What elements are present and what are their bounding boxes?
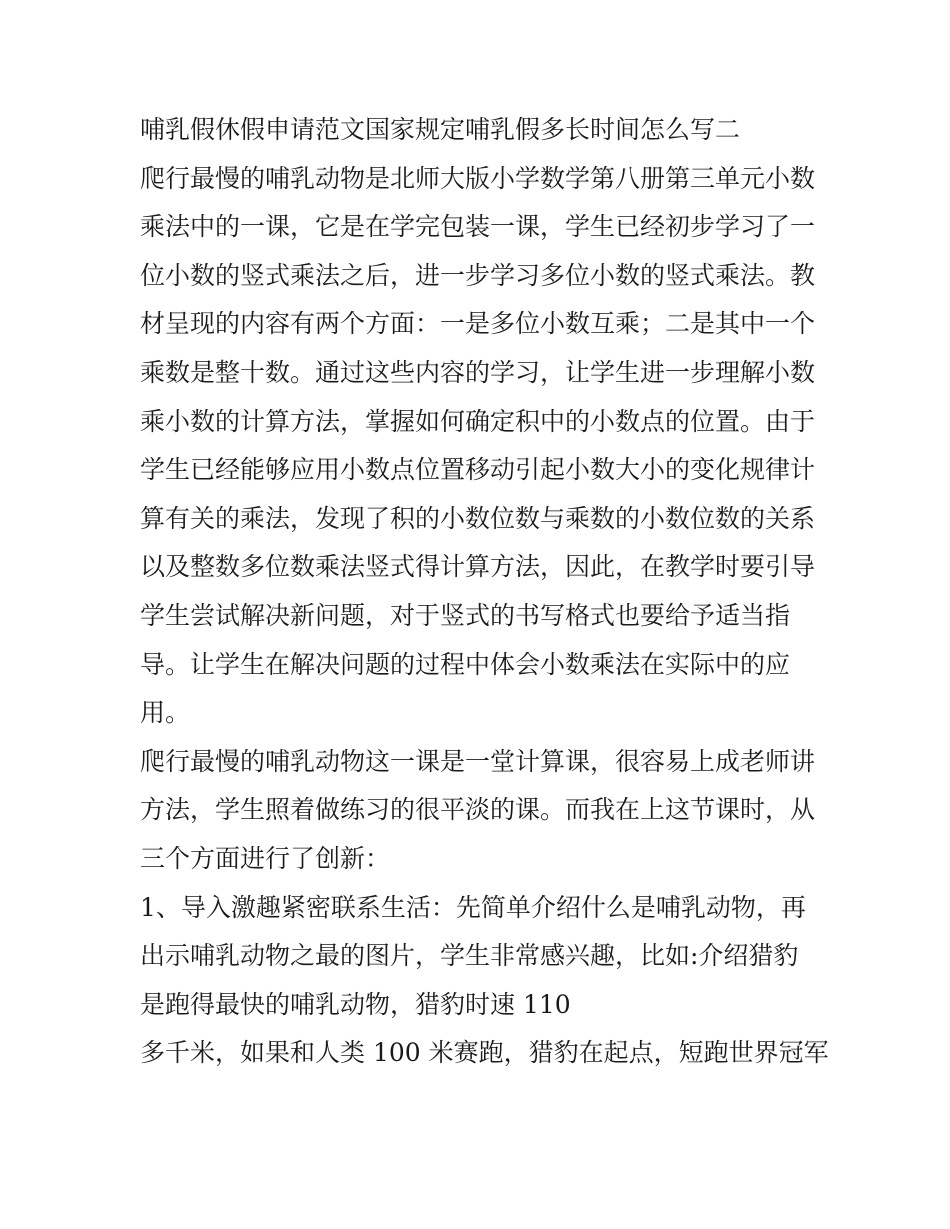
- paragraph-line: 材呈现的内容有两个方面：一是多位小数互乘；二是其中一个: [140, 309, 816, 339]
- paragraph-line: 乘小数的计算方法，掌握如何确定积中的小数点的位置。由于: [140, 406, 816, 436]
- paragraph-line: 多千米，如果和人类 100 米赛跑，猎豹在起点，短跑世界冠军: [140, 1038, 829, 1068]
- list-item-line: 1、导入激趣紧密联系生活：先简单介绍什么是哺乳动物，再: [140, 892, 806, 922]
- paragraph-line: 用。: [140, 698, 191, 728]
- paragraph-line: 方法，学生照着做练习的很平淡的课。而我在上这节课时，从: [140, 795, 816, 825]
- paragraph-line: 导。让学生在解决问题的过程中体会小数乘法在实际中的应: [140, 649, 791, 679]
- paragraph-line: 位小数的竖式乘法之后，进一步学习多位小数的竖式乘法。教: [140, 260, 816, 290]
- paragraph-line: 乘数是整十数。通过这些内容的学习，让学生进一步理解小数: [140, 357, 816, 387]
- paragraph-line: 算有关的乘法，发现了积的小数位数与乘数的小数位数的关系: [140, 503, 816, 533]
- paragraph-line: 乘法中的一课，它是在学完包装一课，学生已经初步学习了一: [140, 212, 816, 242]
- paragraph-line: 学生尝试解决新问题，对于竖式的书写格式也要给予适当指: [140, 600, 791, 630]
- document-title: 哺乳假休假申请范文国家规定哺乳假多长时间怎么写二: [140, 115, 741, 144]
- document-body: [140, 106, 829, 1078]
- paragraph-line: 三个方面进行了创新：: [140, 843, 391, 873]
- paragraph-line: 爬行最慢的哺乳动物是北师大版小学数学第八册第三单元小数: [140, 163, 816, 193]
- paragraph-line: 爬行最慢的哺乳动物这一课是一堂计算课，很容易上成老师讲: [140, 746, 816, 776]
- list-item-line: 出示哺乳动物之最的图片，学生非常感兴趣，比如:介绍猎豹: [140, 941, 799, 971]
- paragraph-line: 以及整数多位数乘法竖式得计算方法，因此，在教学时要引导: [140, 552, 816, 582]
- paragraph-line: 学生已经能够应用小数点位置移动引起小数大小的变化规律计: [140, 455, 816, 485]
- list-item-line: 是跑得最快的哺乳动物，猎豹时速 110: [140, 989, 571, 1019]
